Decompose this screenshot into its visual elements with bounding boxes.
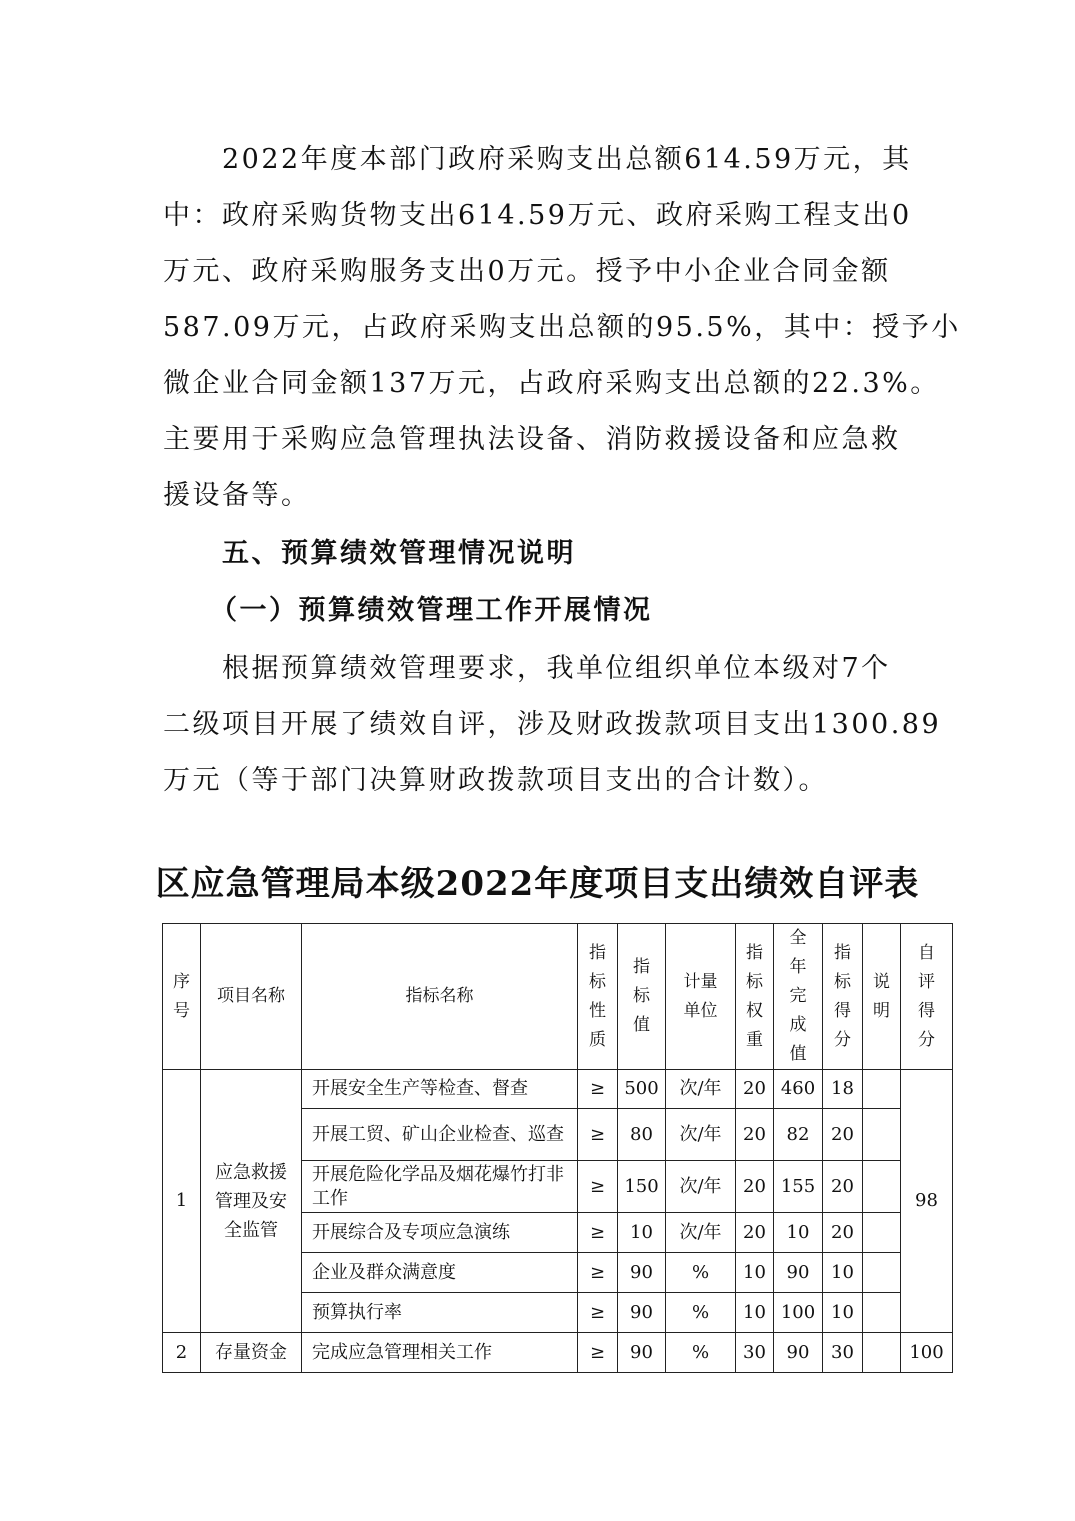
cell-indicator: 完成应急管理相关工作 bbox=[302, 1333, 578, 1373]
cell-target: 150 bbox=[618, 1161, 666, 1213]
cell-unit: 次/年 bbox=[666, 1213, 736, 1253]
cell-target: 90 bbox=[618, 1253, 666, 1293]
cell-project-name: 应急救援管理及安全监管 bbox=[201, 1070, 302, 1333]
cell-score: 18 bbox=[823, 1070, 863, 1109]
text-line: 二级项目开展了绩效自评，涉及财政拨款项目支出1300.89 bbox=[163, 709, 942, 740]
performance-table bbox=[162, 923, 953, 1373]
cell-actual: 155 bbox=[774, 1161, 823, 1213]
cell-weight: 20 bbox=[736, 1070, 774, 1109]
cell-note bbox=[863, 1253, 901, 1293]
cell-unit: % bbox=[666, 1333, 736, 1373]
cell-unit: % bbox=[666, 1293, 736, 1333]
cell-weight: 20 bbox=[736, 1109, 774, 1161]
header-unit: 计量单位 bbox=[666, 924, 736, 1070]
cell-target: 80 bbox=[618, 1109, 666, 1161]
section-heading: 五、预算绩效管理情况说明 bbox=[222, 538, 576, 569]
paragraph-evaluation bbox=[163, 641, 942, 809]
cell-note bbox=[863, 1333, 901, 1373]
cell-unit: % bbox=[666, 1253, 736, 1293]
cell-weight: 10 bbox=[736, 1293, 774, 1333]
cell-note bbox=[863, 1293, 901, 1333]
cell-weight: 10 bbox=[736, 1253, 774, 1293]
cell-score: 10 bbox=[823, 1253, 863, 1293]
paragraph-procurement bbox=[163, 132, 961, 524]
cell-project-name: 存量资金 bbox=[201, 1333, 302, 1373]
table-header-row bbox=[163, 924, 953, 1070]
cell-seq: 1 bbox=[163, 1070, 201, 1333]
cell-self-score: 100 bbox=[901, 1333, 953, 1373]
cell-seq: 2 bbox=[163, 1333, 201, 1373]
cell-weight: 20 bbox=[736, 1161, 774, 1213]
header-target: 指标值 bbox=[618, 924, 666, 1070]
text-line: 根据预算绩效管理要求，我单位组织单位本级对7个 bbox=[163, 653, 891, 684]
header-seq: 序号 bbox=[163, 924, 201, 1070]
cell-weight: 30 bbox=[736, 1333, 774, 1373]
cell-actual: 460 bbox=[774, 1070, 823, 1109]
cell-score: 20 bbox=[823, 1109, 863, 1161]
cell-actual: 90 bbox=[774, 1333, 823, 1373]
cell-unit: 次/年 bbox=[666, 1109, 736, 1161]
cell-unit: 次/年 bbox=[666, 1070, 736, 1109]
cell-nature: ≥ bbox=[578, 1333, 618, 1373]
cell-score: 10 bbox=[823, 1293, 863, 1333]
cell-nature: ≥ bbox=[578, 1213, 618, 1253]
cell-indicator: 开展安全生产等检查、督查 bbox=[302, 1070, 578, 1109]
table-row bbox=[163, 1333, 953, 1373]
cell-weight: 20 bbox=[736, 1213, 774, 1253]
cell-target: 90 bbox=[618, 1293, 666, 1333]
cell-note bbox=[863, 1109, 901, 1161]
text-line: 2022年度本部门政府采购支出总额614.59万元，其 bbox=[163, 144, 912, 175]
text-line: 主要用于采购应急管理执法设备、消防救援设备和应急救 bbox=[163, 424, 901, 455]
table-row bbox=[163, 1070, 953, 1109]
cell-unit: 次/年 bbox=[666, 1161, 736, 1213]
text-line: 中：政府采购货物支出614.59万元、政府采购工程支出0 bbox=[163, 200, 912, 231]
cell-target: 10 bbox=[618, 1213, 666, 1253]
cell-target: 90 bbox=[618, 1333, 666, 1373]
text-line: 587.09万元，占政府采购支出总额的95.5%，其中：授予小 bbox=[163, 312, 961, 343]
cell-nature: ≥ bbox=[578, 1161, 618, 1213]
header-project: 项目名称 bbox=[201, 924, 302, 1070]
cell-actual: 100 bbox=[774, 1293, 823, 1333]
cell-actual: 82 bbox=[774, 1109, 823, 1161]
cell-note bbox=[863, 1213, 901, 1253]
cell-actual: 90 bbox=[774, 1253, 823, 1293]
header-note: 说明 bbox=[863, 924, 901, 1070]
cell-self-score: 98 bbox=[901, 1070, 953, 1333]
cell-indicator: 开展综合及专项应急演练 bbox=[302, 1213, 578, 1253]
cell-score: 20 bbox=[823, 1161, 863, 1213]
text-line: 援设备等。 bbox=[163, 480, 311, 511]
cell-note bbox=[863, 1161, 901, 1213]
header-nature: 指标性质 bbox=[578, 924, 618, 1070]
text-line: 微企业合同金额137万元，占政府采购支出总额的22.3%。 bbox=[163, 368, 940, 399]
cell-indicator: 开展危险化学品及烟花爆竹打非工作 bbox=[302, 1161, 578, 1213]
cell-nature: ≥ bbox=[578, 1070, 618, 1109]
table-title: 区应急管理局本级2022年度项目支出绩效自评表 bbox=[155, 864, 920, 904]
cell-indicator: 开展工贸、矿山企业检查、巡查 bbox=[302, 1109, 578, 1161]
header-indicator: 指标名称 bbox=[302, 924, 578, 1070]
cell-indicator: 企业及群众满意度 bbox=[302, 1253, 578, 1293]
header-self-score: 自评得分 bbox=[901, 924, 953, 1070]
cell-nature: ≥ bbox=[578, 1253, 618, 1293]
cell-actual: 10 bbox=[774, 1213, 823, 1253]
header-weight: 指标权重 bbox=[736, 924, 774, 1070]
header-score: 指标得分 bbox=[823, 924, 863, 1070]
text-line: 万元（等于部门决算财政拨款项目支出的合计数）。 bbox=[163, 765, 828, 796]
cell-target: 500 bbox=[618, 1070, 666, 1109]
cell-note bbox=[863, 1070, 901, 1109]
cell-score: 20 bbox=[823, 1213, 863, 1253]
header-actual: 全年完成值 bbox=[774, 924, 823, 1070]
cell-indicator: 预算执行率 bbox=[302, 1293, 578, 1333]
subsection-heading: （一）预算绩效管理工作开展情况 bbox=[210, 595, 653, 626]
cell-score: 30 bbox=[823, 1333, 863, 1373]
text-line: 万元、政府采购服务支出0万元。授予中小企业合同金额 bbox=[163, 256, 891, 287]
cell-nature: ≥ bbox=[578, 1293, 618, 1333]
cell-nature: ≥ bbox=[578, 1109, 618, 1161]
